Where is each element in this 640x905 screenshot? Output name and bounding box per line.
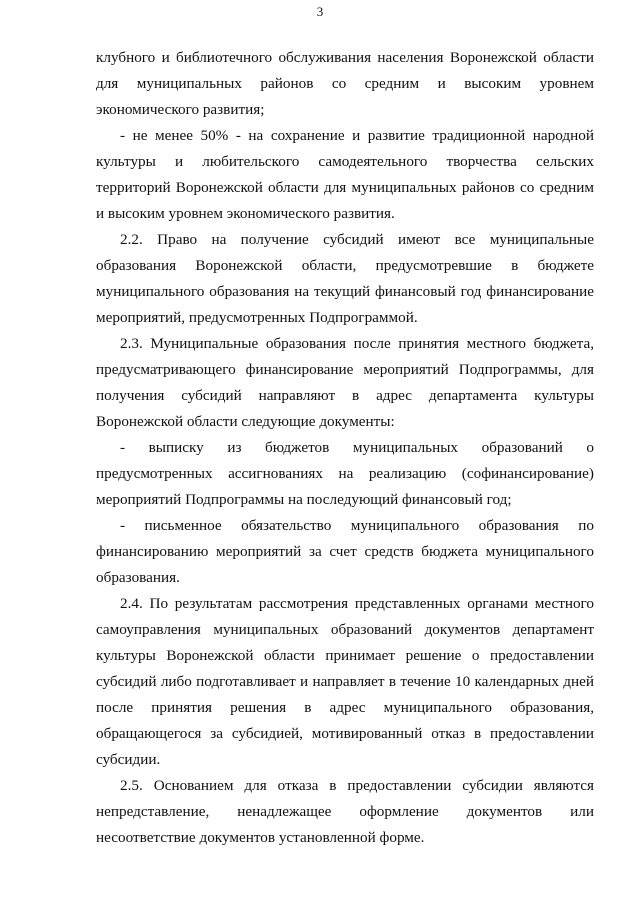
paragraph-8: 2.5. Основанием для отказа в предоставлении субсидии являются непредставление, ненадлежащее оформление документов или несоответствие документов установленной форме. [96,777,594,846]
paragraph-7: 2.4. По результатам рассмотрения представленных органами местного самоуправления муниципальных образований документов департамент культуры Воронежской области принимает решение о предоставлении субсидий либо подготавливает и направляет в течение 10 календарных дней после принятия решения в адрес муниципального образования, обращающегося за субсидией, мотивированный отказ в предоставлении субсидии. [96,595,594,768]
paragraph-2: - не менее 50% - на сохранение и развитие традиционной народной культуры и любительского самодеятельного творчества сельских территорий Воронежской области для муниципальных районов со средним и высоким уровнем экономического развития. [96,127,594,222]
document-body [96,45,594,851]
paragraph-6: - письменное обязательство муниципального образования по финансированию мероприятий за счет средств бюджета муниципального образования. [96,517,594,586]
paragraph-1: клубного и библиотечного обслуживания населения Воронежской области для муниципальных районов со средним и высоким уровнем экономического развития; [96,49,594,118]
paragraph-4: 2.3. Муниципальные образования после принятия местного бюджета, предусматривающего финансирование мероприятий Подпрограммы, для получения субсидий направляют в адрес департамента культуры Воронежской области следующие документы: [96,335,594,430]
page-number: 3 [316,4,324,19]
paragraph-5: - выписку из бюджетов муниципальных образований о предусмотренных ассигнованиях на реализацию (софинансирование) мероприятий Подпрограммы на последующий финансовый год; [96,439,594,508]
paragraph-3: 2.2. Право на получение субсидий имеют все муниципальные образования Воронежской области, предусмотревшие в бюджете муниципального образования на текущий финансовый год финансирование мероприятий, предусмотренных Подпрограммой. [96,231,594,326]
